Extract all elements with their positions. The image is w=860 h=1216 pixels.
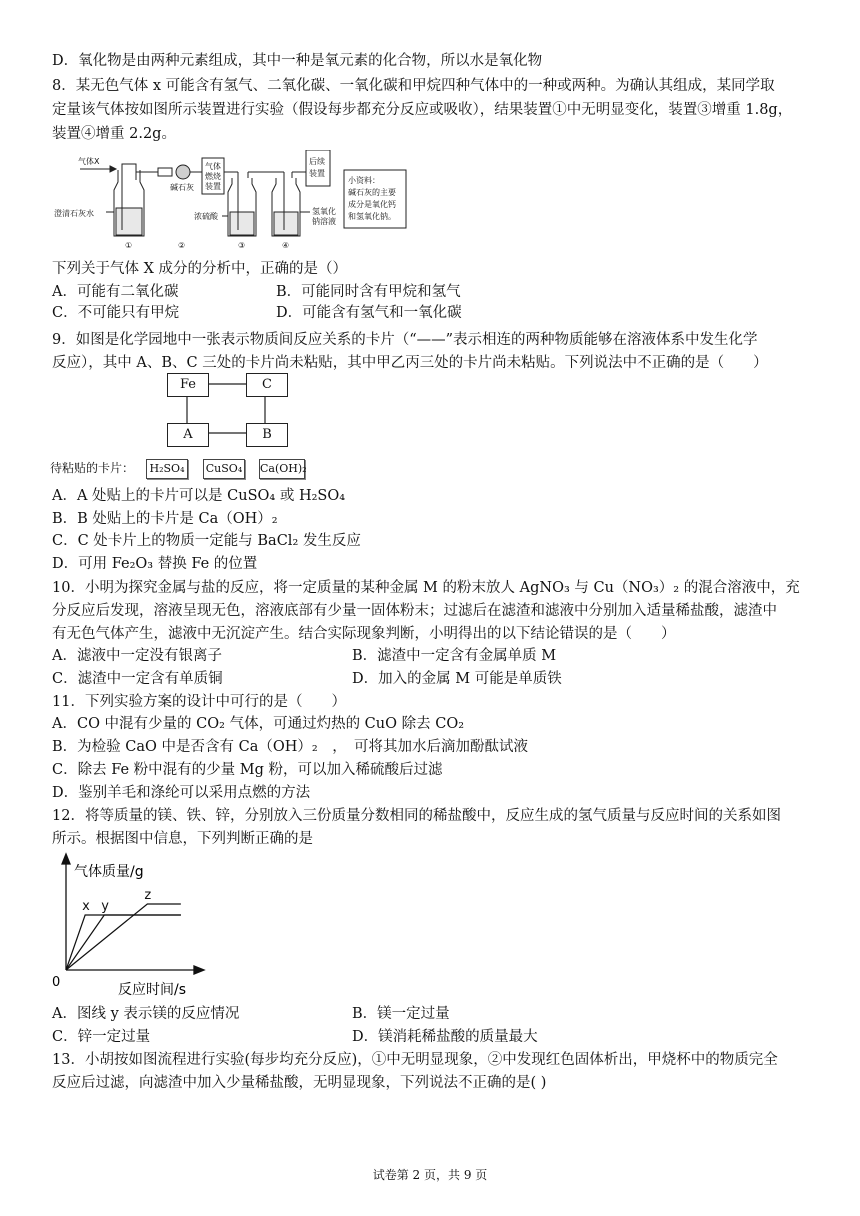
bottle-1-number: ①	[125, 241, 133, 250]
q12-option-a: A．图线 y 表示镁的反应情况	[52, 1006, 240, 1022]
q8-option-d: D．可能含有氢气和一氧化碳	[276, 305, 462, 321]
q11-text: 11．下列实验方案的设计中可行的是（ ）	[52, 694, 346, 710]
q8-text-2: 定量该气体按如图所示装置进行实验（假设每步都充分反应或吸收），结果装置①中无明显变化，装置③增重 1.8g，	[52, 102, 793, 118]
q12-text-1: 12．将等质量的镁、铁、锌，分别放入三份质量分数相同的稀盐酸中，反应生成的氢气质量与反应时间的关系如图	[52, 808, 781, 824]
conc-acid-label: 浓硫酸	[194, 212, 218, 221]
pending-card-caoh2: Ca(OH)₂	[259, 459, 305, 479]
note-line-3: 成分是氧化钙	[348, 200, 396, 209]
q9-option-b: B．B 处贴上的卡片是 Ca（OH）₂	[52, 511, 278, 527]
card-a: A	[167, 423, 209, 447]
pending-cards-label: 待粘贴的卡片：	[50, 461, 135, 475]
note-line-2: 碱石灰的主要	[348, 188, 396, 197]
q12-option-d: D．镁消耗稀盐酸的质量最大	[352, 1029, 538, 1045]
q9-option-a: A．A 处贴上的卡片可以是 CuSO₄ 或 H₂SO₄	[52, 488, 346, 504]
note-line-1: 小资料：	[348, 176, 380, 185]
burner-label-2: 燃烧	[205, 172, 221, 181]
q9-text-1: 9．如图是化学园地中一张表示物质间反应关系的卡片（“——”表示相连的两种物质能够在溶液体系中发生化学	[52, 332, 758, 348]
naoh-label-2: 钠溶液	[312, 217, 336, 226]
burner-label-3: 装置	[205, 182, 221, 191]
q10-option-c: C．滤渣中一定含有单质铜	[52, 671, 223, 687]
q12-option-b: B．镁一定过量	[352, 1006, 450, 1022]
q8-option-a: A．可能有二氧化碳	[52, 284, 179, 300]
q11-option-b: B．为检验 CaO 中是否含有 Ca（OH）₂ ， 可将其加水后滴加酚酞试液	[52, 739, 528, 755]
q8-text-3: 装置④增重 2.2g。	[52, 126, 176, 142]
naoh-label-1: 氢氧化	[312, 207, 336, 216]
q10-option-a: A．滤液中一定没有银离子	[52, 648, 222, 664]
note-line-4: 和氢氧化钠。	[348, 212, 396, 221]
hydrogen-mass-chart	[48, 852, 208, 1000]
card-fe: Fe	[167, 373, 209, 397]
page-footer: 试卷第 2 页，共 9 页	[372, 1168, 488, 1182]
chart-x-label: 反应时间/s	[118, 982, 187, 998]
limewater-label: 澄清石灰水	[54, 209, 94, 218]
tube-2-number: ②	[178, 241, 186, 250]
gas-x-label: 气体X	[78, 157, 100, 166]
q7-option-d: D．氧化物是由两种元素组成，其中一种是氧元素的化合物，所以水是氧化物	[52, 53, 543, 69]
apparatus-diagram	[52, 150, 424, 252]
q8-option-b: B．可能同时含有甲烷和氢气	[276, 284, 461, 300]
followup-label-1: 后续	[309, 157, 325, 166]
q10-text-2: 分反应后发现，溶液呈现无色，溶液底部有少量一固体粉末；过滤后在滤渣和滤液中分别加入适量稀盐酸，滤渣中	[52, 603, 777, 619]
chart-y-label: 气体质量/g	[74, 864, 144, 880]
pending-card-h2so4: H₂SO₄	[146, 459, 188, 479]
chart-y-arrow	[62, 854, 70, 864]
q11-option-a: A．CO 中混有少量的 CO₂ 气体，可通过灼热的 CuO 除去 CO₂	[52, 716, 465, 732]
series-label-x: x	[82, 899, 90, 914]
bottle-3-number: ③	[238, 241, 246, 250]
q13-text-2: 反应后过滤，向滤渣中加入少量稀盐酸，无明显现象，下列说法不正确的是( )	[52, 1075, 547, 1091]
q8-option-c: C．不可能只有甲烷	[52, 305, 180, 321]
burner-label-1: 气体	[205, 162, 221, 171]
soda-lime-label: 碱石灰	[170, 183, 194, 192]
series-label-z: z	[144, 888, 152, 903]
q10-option-d: D．加入的金属 M 可能是单质铁	[352, 671, 562, 687]
chart-x-arrow	[194, 966, 204, 974]
q10-option-b: B．滤渣中一定含有金属单质 M	[352, 648, 557, 664]
card-c: C	[246, 373, 288, 397]
q9-option-c: C．C 处卡片上的物质一定能与 BaCl₂ 发生反应	[52, 533, 361, 549]
q9-option-d: D．可用 Fe₂O₃ 替换 Fe 的位置	[52, 556, 258, 572]
q8-stem: 下列关于气体 X 成分的分析中，正确的是（）	[52, 261, 348, 277]
pending-card-cuso4: CuSO₄	[203, 459, 245, 479]
q11-option-d: D．鉴别羊毛和涤纶可以采用点燃的方法	[52, 785, 311, 801]
series-label-y: y	[101, 899, 109, 914]
q11-option-c: C．除去 Fe 粉中混有的少量 Mg 粉，可以加入稀硫酸后过滤	[52, 762, 443, 778]
q13-text-1: 13．小胡按如图流程进行实验(每步均充分反应)，①中无明显现象，②中发现红色固体析出，甲烧杯中的物质完全	[52, 1052, 778, 1068]
q10-text-3: 有无色气体产生，滤液中无沉淀产生。结合实际现象判断，小明得出的以下结论错误的是（ ）	[52, 626, 676, 642]
q10-text-1: 10．小明为探究金属与盐的反应，将一定质量的某种金属 M 的粉末放人 AgNO₃ 与 Cu（NO₃）₂ 的混合溶液中，充	[52, 580, 800, 596]
q8-text-1: 8．某无色气体 x 可能含有氢气、二氧化碳、一氧化碳和甲烷四种气体中的一种或两种。为确认其组成，某同学取	[52, 78, 775, 94]
card-b: B	[246, 423, 288, 447]
followup-label-2: 装置	[309, 169, 325, 178]
q12-text-2: 所示。根据图中信息，下列判断正确的是	[52, 831, 313, 847]
q12-option-c: C．锌一定过量	[52, 1029, 151, 1045]
q9-text-2: 反应），其中 A、B、C 三处的卡片尚未粘贴，其中甲乙丙三处的卡片尚未粘贴。下列说法中不正确的是（ ）	[52, 355, 768, 371]
bottle-4-number: ④	[282, 241, 290, 250]
chart-origin-label: 0	[52, 975, 61, 990]
